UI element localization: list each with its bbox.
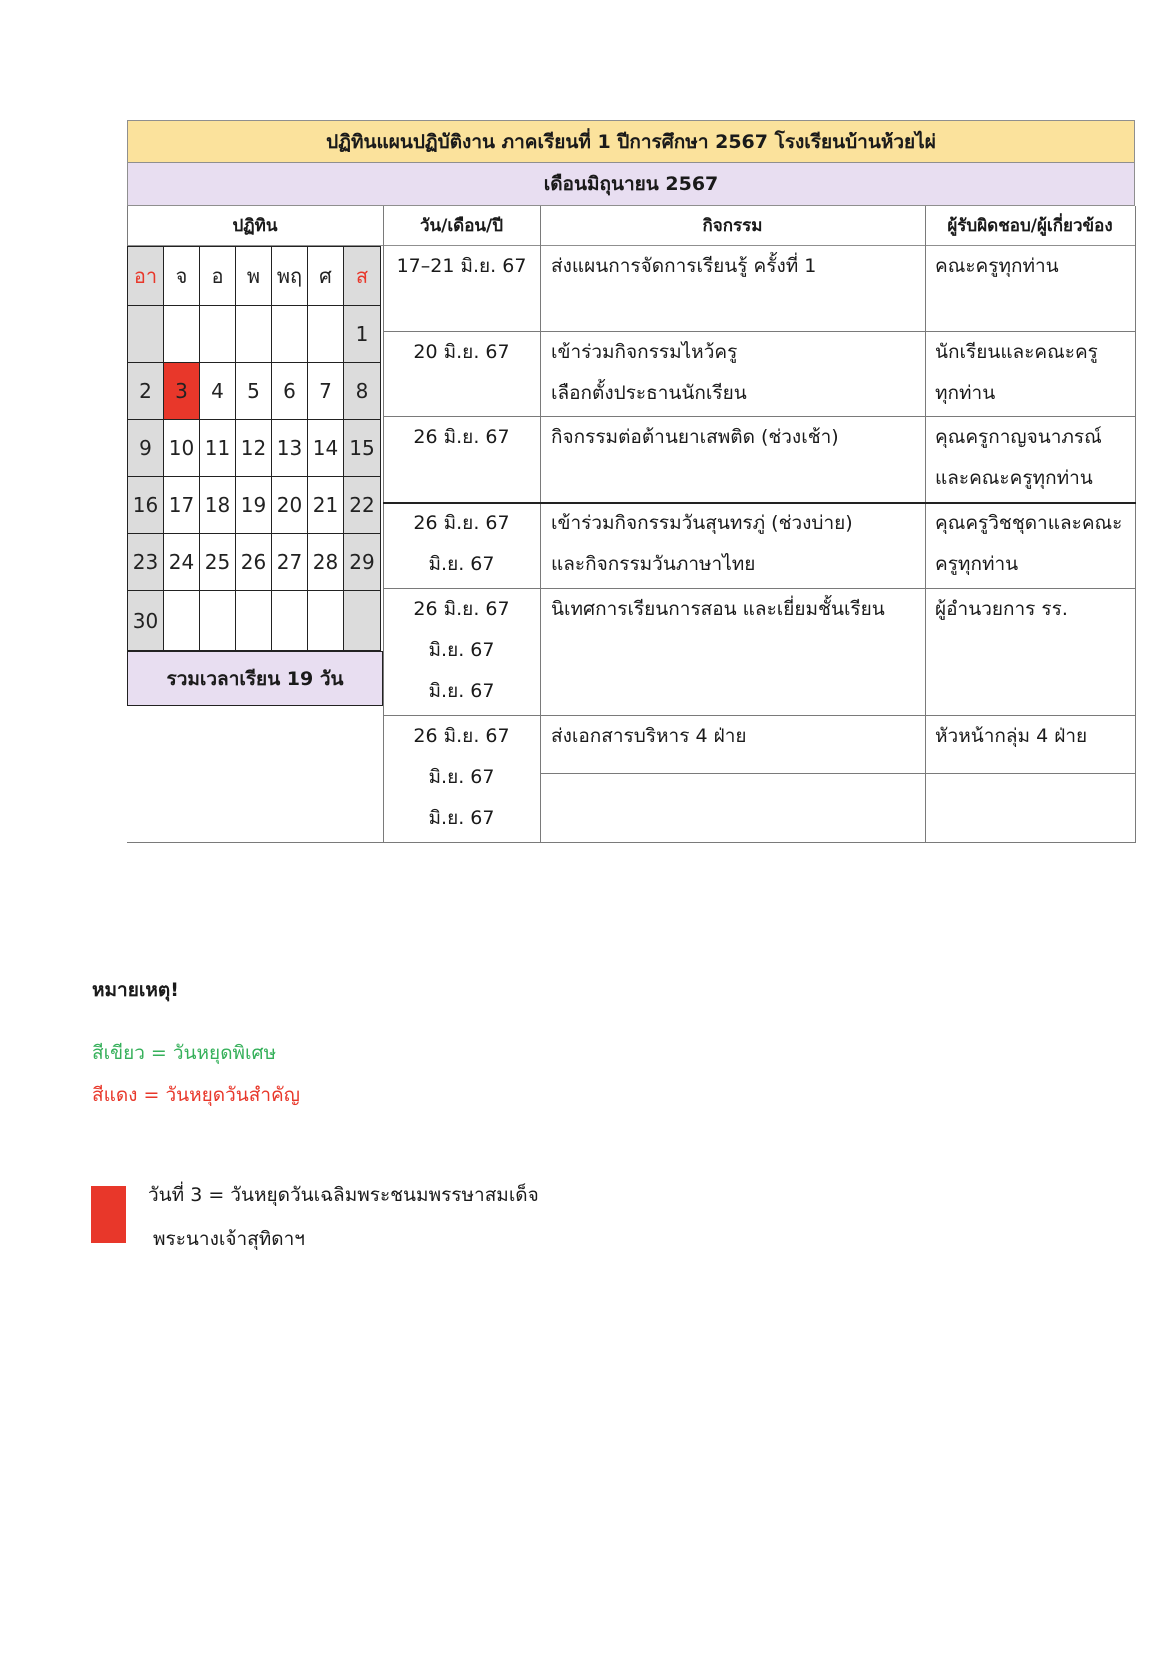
- calendar-day-16: 16: [127, 477, 164, 534]
- calendar-day-29: 29: [344, 534, 381, 591]
- responsible-column-header: ผู้รับผิดชอบ/ผู้เกี่ยวข้อง: [925, 206, 1135, 246]
- calendar-day-6: 6: [272, 363, 308, 420]
- row-4-activity: เข้าร่วมกิจกรรมวันสุนทรภู่ (ช่วงบ่าย) และกิจกรรมวันภาษาไทย: [551, 512, 853, 575]
- calendar-day-14: 14: [308, 420, 344, 477]
- calendar-day-10: 10: [164, 420, 200, 477]
- row-1-date: 17–21 มิ.ย. 67: [396, 255, 527, 277]
- calendar-empty-cell: [272, 306, 308, 363]
- table-border: [127, 206, 128, 246]
- calendar-week-row: [127, 420, 381, 477]
- row-6-activity: ส่งเอกสารบริหาร 4 ฝ่าย: [551, 725, 747, 747]
- month-heading: เดือนมิถุนายน 2567: [127, 163, 1135, 206]
- calendar-empty-cell: [127, 306, 164, 363]
- page-title: ปฏิทินแผนปฏิบัติงาน ภาคเรียนที่ 1 ปีการศึกษา 2567 โรงเรียนบ้านห้วยไผ่: [127, 120, 1135, 163]
- row-3-responsible: คุณครูกาญจนาภรณ์ และคณะครูทุกท่าน: [935, 426, 1102, 489]
- row-1-responsible: คณะครูทุกท่าน: [935, 255, 1059, 277]
- calendar-day-12: 12: [236, 420, 272, 477]
- calendar-day-20: 20: [272, 477, 308, 534]
- table-border: [127, 842, 1136, 843]
- activity-column-header: กิจกรรม: [540, 206, 925, 246]
- date-column-header: วัน/เดือน/ปี: [383, 206, 540, 246]
- calendar-day-28: 28: [308, 534, 344, 591]
- row-1-activity: ส่งแผนการจัดการเรียนรู้ ครั้งที่ 1: [551, 255, 817, 277]
- calendar-week-row: [127, 306, 381, 363]
- row-2-responsible: นักเรียนและคณะครู ทุกท่าน: [935, 341, 1098, 404]
- row-6-responsible: หัวหน้ากลุ่ม 4 ฝ่าย: [935, 725, 1088, 747]
- calendar-empty-cell: [236, 591, 272, 651]
- calendar-day-4: 4: [200, 363, 236, 420]
- row-2-activity: เข้าร่วมกิจกรรมไหว้ครู เลือกตั้งประธานนักเรียน: [551, 341, 747, 404]
- calendar-day-7: 7: [308, 363, 344, 420]
- calendar-empty-cell: [308, 591, 344, 651]
- row-4-responsible: คุณครูวิชชุดาและคณะ ครูทุกท่าน: [935, 512, 1123, 575]
- calendar-day-27: 27: [272, 534, 308, 591]
- holiday-legend-line-2: พระนางเจ้าสุทิดาฯ: [153, 1228, 305, 1250]
- weekday-row: [127, 246, 381, 306]
- notes-title: หมายเหตุ!: [92, 979, 179, 1001]
- weekday-thu: พฤ: [272, 246, 308, 306]
- weekday-fri: ศ: [308, 246, 344, 306]
- calendar-day-9: 9: [127, 420, 164, 477]
- calendar-empty-cell: [200, 591, 236, 651]
- table-border: [540, 206, 541, 842]
- calendar-empty-cell: [164, 591, 200, 651]
- row-5-activity: นิเทศการเรียนการสอน และเยี่ยมชั้นเรียน: [551, 598, 885, 620]
- calendar-empty-cell: [236, 306, 272, 363]
- calendar-column-header: ปฏิทิน: [127, 206, 383, 246]
- table-border: [1135, 206, 1136, 842]
- row-5-date: 26 มิ.ย. 67 มิ.ย. 67 มิ.ย. 67: [413, 598, 510, 702]
- weekday-sun: อา: [127, 246, 164, 306]
- calendar-day-8: 8: [344, 363, 381, 420]
- calendar-week-row: [127, 591, 381, 651]
- calendar-day-30: 30: [127, 591, 164, 651]
- calendar-week-row: [127, 477, 381, 534]
- weekday-tue: อ: [200, 246, 236, 306]
- calendar-day-18: 18: [200, 477, 236, 534]
- calendar-empty-cell: [164, 306, 200, 363]
- calendar-day-23: 23: [127, 534, 164, 591]
- holiday-color-swatch: [91, 1186, 126, 1243]
- month-calendar: [127, 246, 383, 706]
- calendar-empty-cell: [308, 306, 344, 363]
- weekday-mon: จ: [164, 246, 200, 306]
- row-2-date: 20 มิ.ย. 67: [413, 341, 510, 363]
- row-divider: [540, 773, 1136, 774]
- total-school-days: รวมเวลาเรียน 19 วัน: [127, 651, 383, 706]
- calendar-day-24: 24: [164, 534, 200, 591]
- calendar-day-13: 13: [272, 420, 308, 477]
- calendar-day-2: 2: [127, 363, 164, 420]
- calendar-day-22: 22: [344, 477, 381, 534]
- calendar-day-17: 17: [164, 477, 200, 534]
- calendar-day-11: 11: [200, 420, 236, 477]
- row-6-date: 26 มิ.ย. 67 มิ.ย. 67 มิ.ย. 67: [413, 725, 510, 829]
- calendar-empty-cell: [272, 591, 308, 651]
- weekday-sat: ส: [344, 246, 381, 306]
- weekday-wed: พ: [236, 246, 272, 306]
- calendar-day-19: 19: [236, 477, 272, 534]
- row-3-date: 26 มิ.ย. 67: [413, 426, 510, 448]
- calendar-day-5: 5: [236, 363, 272, 420]
- calendar-day-15: 15: [344, 420, 381, 477]
- calendar-day-26: 26: [236, 534, 272, 591]
- table-border: [925, 206, 926, 842]
- row-4-date: 26 มิ.ย. 67 มิ.ย. 67: [413, 512, 510, 575]
- note-red-legend: สีแดง = วันหยุดวันสำคัญ: [92, 1084, 300, 1106]
- row-3-activity: กิจกรรมต่อต้านยาเสพติด (ช่วงเช้า): [551, 426, 839, 448]
- holiday-legend-line-1: วันที่ 3 = วันหยุดวันเฉลิมพระชนมพรรษาสมเด็จ: [148, 1184, 539, 1206]
- calendar-week-row: [127, 363, 381, 420]
- calendar-day-25: 25: [200, 534, 236, 591]
- calendar-day-3: 3: [164, 363, 200, 420]
- calendar-empty-cell: [344, 591, 381, 651]
- calendar-week-row: [127, 534, 381, 591]
- calendar-day-21: 21: [308, 477, 344, 534]
- calendar-day-1: 1: [344, 306, 381, 363]
- calendar-empty-cell: [200, 306, 236, 363]
- row-5-responsible: ผู้อำนวยการ รร.: [935, 598, 1068, 620]
- note-green-legend: สีเขียว = วันหยุดพิเศษ: [92, 1042, 277, 1064]
